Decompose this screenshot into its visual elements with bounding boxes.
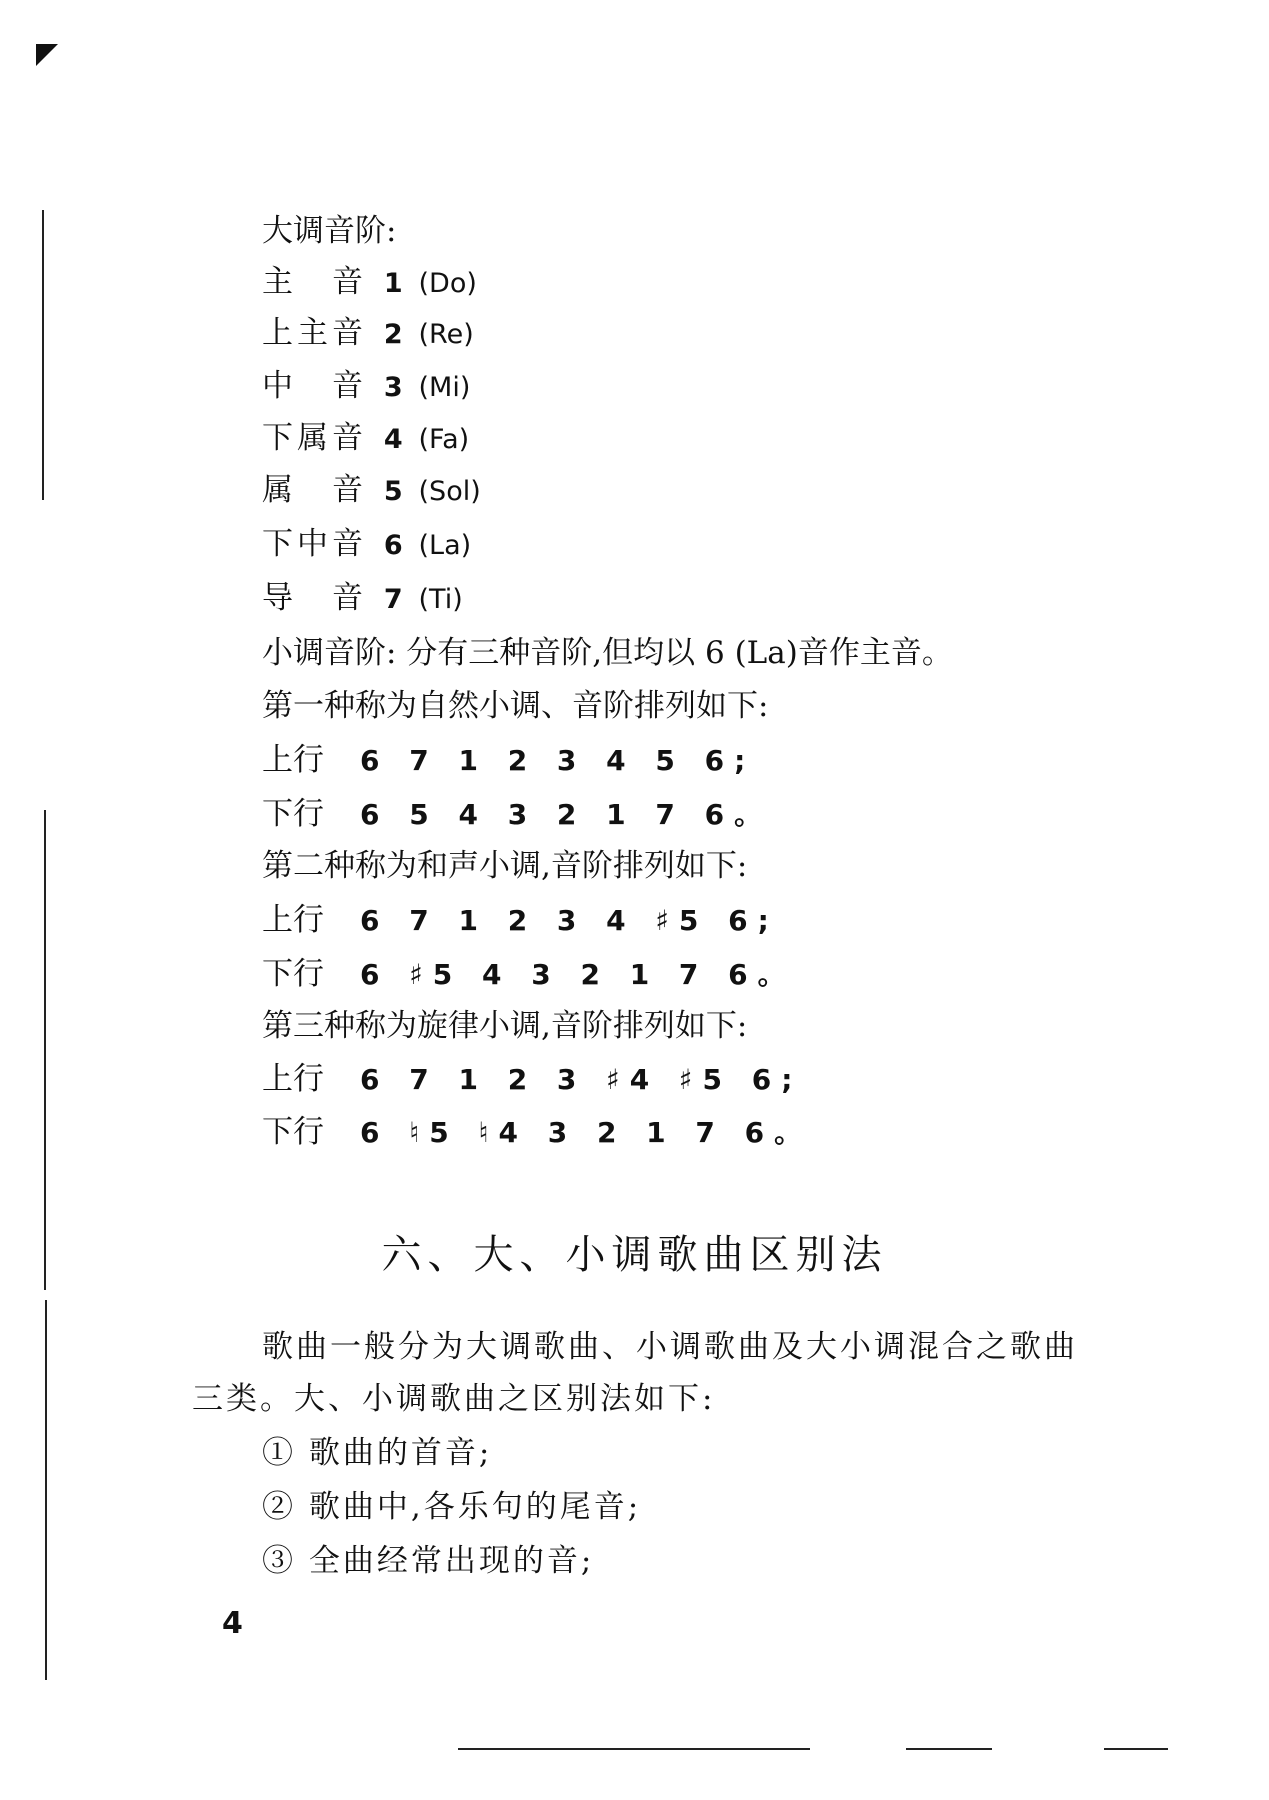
scan-bottom-line [458, 1748, 810, 1750]
degree-number: 5 [383, 476, 403, 507]
degree-name: 导 音 [262, 580, 367, 616]
descending-notes: 6 ♯5 4 3 2 1 7 6。 [360, 958, 796, 991]
ascending-row [262, 900, 779, 941]
degree-number: 7 [383, 584, 403, 615]
major-degree-row [262, 470, 481, 512]
degree-number: 4 [383, 424, 403, 455]
degree-solfege: (Sol) [418, 476, 481, 507]
ascending-label: 上行 [262, 1061, 324, 1097]
descending-label: 下行 [262, 796, 324, 832]
descending-row [262, 954, 796, 995]
section-heading: 六、大、小调歌曲区别法 [381, 1232, 888, 1278]
degree-name: 属 音 [262, 472, 367, 508]
major-degree-row [262, 262, 477, 304]
ascending-row [262, 1059, 802, 1100]
ascending-notes: 6 7 1 2 3 4 5 6; [360, 744, 756, 777]
degree-number: 1 [383, 268, 403, 299]
ascending-row [262, 740, 755, 781]
minor-scale-intro: 小调音阶: 分有三种音阶,但均以 6 (La)音作主音。 [262, 635, 953, 671]
major-scale-title: 大调音阶: [262, 213, 397, 249]
ascending-label: 上行 [262, 742, 324, 778]
ascending-notes: 6 7 1 2 3 ♯4 ♯5 6; [360, 1063, 803, 1096]
degree-solfege: (Re) [418, 319, 474, 350]
major-degree-row [262, 366, 470, 408]
ascending-label: 上行 [262, 902, 324, 938]
scan-edge-line [45, 1300, 47, 1680]
degree-number: 3 [383, 372, 403, 403]
list-item: ③ 全曲经常出现的音; [262, 1543, 595, 1579]
scan-edge-line [44, 810, 46, 1290]
page-number: 4 [222, 1606, 243, 1641]
scan-bottom-line [906, 1748, 992, 1750]
minor-kind-title: 第一种称为自然小调、音阶排列如下: [262, 688, 769, 724]
degree-number: 2 [383, 319, 403, 350]
degree-number: 6 [383, 530, 403, 561]
scan-corner-mark [36, 44, 58, 66]
degree-name: 下属音 [262, 420, 367, 456]
paragraph-line-1: 歌曲一般分为大调歌曲、小调歌曲及大小调混合之歌曲 [262, 1329, 1078, 1365]
degree-solfege: (Mi) [418, 372, 471, 403]
major-degree-row [262, 313, 474, 355]
descending-row [262, 794, 772, 835]
degree-solfege: (Fa) [418, 424, 470, 455]
major-degree-row [262, 524, 471, 566]
list-item: ② 歌曲中,各乐句的尾音; [262, 1489, 642, 1525]
degree-name: 下中音 [262, 526, 367, 562]
scan-bottom-line [1104, 1748, 1168, 1750]
descending-notes: 6 ♮5 ♮4 3 2 1 7 6。 [360, 1116, 813, 1149]
degree-name: 上主音 [262, 315, 367, 351]
descending-label: 下行 [262, 956, 324, 992]
descending-notes: 6 5 4 3 2 1 7 6。 [360, 798, 773, 831]
minor-kind-title: 第二种称为和声小调,音阶排列如下: [262, 848, 748, 884]
paragraph-line-2: 三类。大、小调歌曲之区别法如下: [192, 1381, 716, 1417]
ascending-notes: 6 7 1 2 3 4 ♯5 6; [360, 904, 779, 937]
degree-solfege: (La) [418, 530, 472, 561]
degree-name: 主 音 [262, 264, 367, 300]
degree-solfege: (Do) [418, 268, 477, 299]
list-item: ① 歌曲的首音; [262, 1435, 493, 1471]
minor-kind-title: 第三种称为旋律小调,音阶排列如下: [262, 1008, 748, 1044]
degree-name: 中 音 [262, 368, 367, 404]
descending-row [262, 1112, 812, 1153]
degree-solfege: (Ti) [418, 584, 463, 615]
scan-edge-line [42, 210, 44, 500]
major-degree-row [262, 578, 463, 620]
major-degree-row [262, 418, 469, 460]
descending-label: 下行 [262, 1114, 324, 1150]
